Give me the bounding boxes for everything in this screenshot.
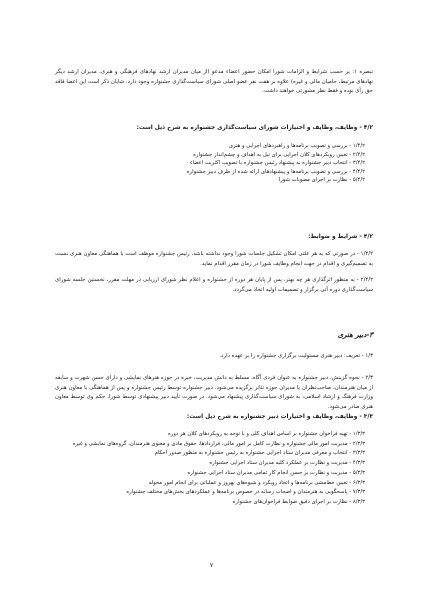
- secretary-duties-list: [53, 430, 365, 508]
- duties-heading: ۴/۲ - وظایف، وظایف و اختیارات شورای سیاست‌گذاری جشنواره به شرح ذیل است:: [136, 125, 373, 131]
- list-item: ۲/۳/۳ - مدیریت امور مالی جشنواره و نظارت کامل بر امور مالی، قراردادها، حقوق مادی و معنوی هنرمندان، گروه‌های نمایشی و غیره: [72, 440, 365, 447]
- conditions-paragraph-2: ۲/۴/۲ - به منظور اثرگذاری هر چه بهتر، پس از پایان هر دوره از جشنواره و اعلام نظر شورای ارزیابی در مهلت مقرر، نخستین جلسه شورای سیاست‌گذاری دوره آتی برگزار و تصمیمات اولیه اتخاذ می‌گردد.: [55, 277, 373, 293]
- conditions-paragraph-1: ۱/۴/۲ - در صورتی که به هر علتی امکان تشکیل جلسات شورا وجود نداشته باشد، رئیس جشنواره موظف است با هماهنگی معاون هنری نسبت به تصمیم‌گیری و اقدام در جهت انجام وظایف شورا در زمان مقرر اقدام نماید.: [55, 251, 373, 267]
- list-item: ۳/۳/۳ - انتخاب و معرفی مدیران ستاد اجرایی جشنواره به رئیس جشنواره به منظور صدور احکام: [154, 450, 365, 457]
- list-item: ۱/۴/۲ - بررسی و تصویب برنامه‌ها و راهبردهای اجرایی و هنری: [228, 143, 365, 149]
- conditions-heading: ۴/۲ - شرایط و ضوابط:: [308, 234, 373, 240]
- secretary-duties-heading: ۳/۳ - وظایف، وظایف و اختیارات دبیر جشنواره به شرح ذیل است:: [186, 414, 373, 420]
- list-item: ۲/۴/۲ - تعیین رویکردهای کلان اجرایی برای نیل به اهداف و چشم‌انداز جشنواره: [193, 151, 365, 158]
- definition-paragraph: ۱/۳ - تعریف: دبیر هنری مسئولیت برگزاری جشنواره را بر عهده دارد.: [219, 353, 373, 359]
- list-item: ۷/۳/۳ - پاسخگویی به هنرمندان و اصحاب رسانه در خصوص برنامه‌ها و عملکردهای بخش‌های مختلف جشنواره: [126, 489, 365, 496]
- list-item: ۳/۴/۲ - انتخاب دبیر جشنواره به پیشنهاد رئیس جشنواره یا تصویب اکثریت اعضاء: [189, 160, 365, 167]
- note-paragraph: تبصره ۱: بر حسب شرایط و الزامات شورا امکان حضور اعضاء مدعو (از میان مدیران ارشد نهادهای فرهنگی و هنری، مدیران ارشد دیگر نهادهای مرتبط، حامیان مالی و غیره) علاوه بر هفت نفر عضو اصلی شورای سیاست‌گذاری جشنواره وجود دارد. شایان ذکر است این اعضا فاقد حق رأی بوده و فقط نظر مشورتی خواهند داشت.: [55, 69, 373, 95]
- list-item: ۴/۴/۲ - بررسی و تصویب برنامه‌ها و پیشنهادهای ارائه شده از طرف دبیر جشنواره: [186, 168, 365, 175]
- duties-list: [53, 142, 365, 185]
- page-number: ۷: [209, 562, 214, 569]
- list-item: ۴/۳/۳ - مدیریت و نظارت بر عملکرد کلیه مدیران ستاد اجرایی جشنواره: [209, 460, 365, 467]
- section-title: ۳-دبیر هنری: [337, 330, 373, 339]
- list-item: ۱/۳/۳ - تهیه فراخوان جشنواره بر اساس اهداف کلی و با توجه به رویکردهای کلان هر دوره: [167, 431, 365, 437]
- list-item: ۵/۴/۲ - نظارت بر اجرای مصوبات شورا: [278, 177, 365, 184]
- list-item: ۶/۳/۳ - تعیین خط‌مشی برنامه‌ها و اتخاذ رویکرد و شیوه‌های بهروز و عملیاتی برای انجام امور محوله: [148, 479, 365, 486]
- list-item: ۸/۳/۳ - نظارت بر اجرای دقیق ضوابط فراخوان‌های جشنواره: [232, 498, 365, 505]
- appointment-paragraph: ۲/۳ - نحوه گزینش، دبیر جشنواره به عنوان فردی آگاه، مسلط به دانش مدیریت، خبره در حوزه هنرهای نمایشی و دارای حسن شهرت و سابقه از میان هنرمندان، صاحب‌نظران یا مدیران حوزه تئاتر برگزیده می‌شود. دبیر جشنواره توسط رئیس جشنواره و پس از هماهنگی با معاون هنری وزارت فرهنگ و ارشاد اسلامی، به شورای سیاست‌گذاری پیشنهاد می‌شود. در صورت تأیید دبیر پیشنهادی توسط شورا، حکم وی توسط معاون هنری صادر می‌شود.: [55, 375, 373, 410]
- list-item: ۵/۳/۳ - مدیریت و نظارت بر حسن انجام کار تمامی مدیران ستاد اجرایی جشنواره: [187, 469, 365, 476]
